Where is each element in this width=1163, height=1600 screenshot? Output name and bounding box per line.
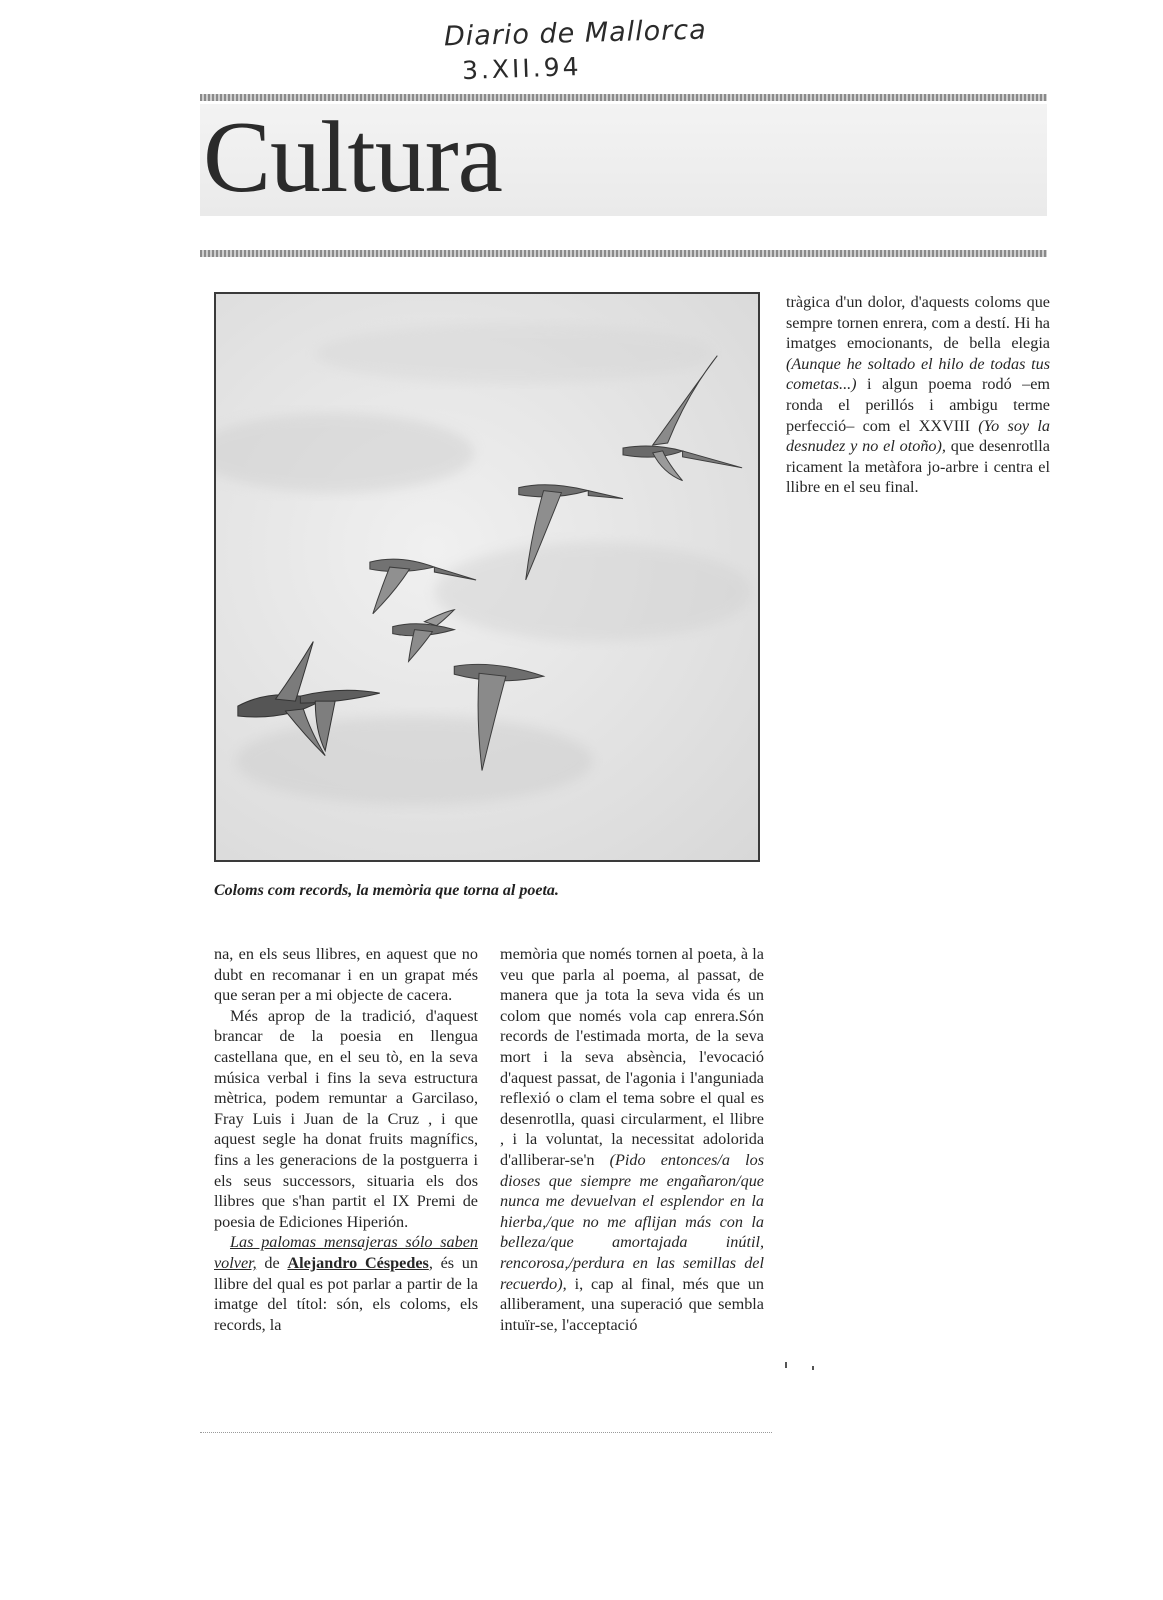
scan-speck <box>785 1362 787 1368</box>
col1-de: de <box>256 1253 288 1272</box>
col2-text-1: memòria que només tornen al poeta, à la veu que parla al poema, al passat, de manera que ja tota la seva vida és un colom que només vola cap enrera.Són records de l'estimada morta, de la seva mort i la seva absència, l'evocació d'aquest passat, de l'agonia i l'anguniada reflexió o clam el tema sobre el qual es desenrotlla, quasi circularment, el llibre , i la voluntat, la necessitat adolorida d'alliberar-se'n <box>500 945 764 1169</box>
article-column-right <box>786 292 1050 498</box>
header-rule-top <box>200 94 1047 101</box>
right-col-quote-1: (Aunque he soltado el hilo de todas tus cometas...) <box>786 354 1050 394</box>
col1-paragraph-2: Més aprop de la tradició, d'aquest brancar de la poesia en llengua castellana que, en el seu tò, en la seva música verbal i fins la seva estructura mètrica, podem remuntar a Garcilaso, Fray Luis i Juan de la Cruz , i que aquest segle ha donat fruits magnífics, fins a les generacions de la postguerra i els seus successors, situaria els dos llibres que s'han partit el IX Premi de poesia de Ediciones Hiperión. <box>214 1006 478 1231</box>
col1-paragraph-3 <box>214 1232 478 1335</box>
col1-paragraph-3-rest: , és un llibre del qual es pot parlar a partir de la imatge del títol: són, els coloms, els records, la <box>214 1253 478 1334</box>
right-col-text-2: i algun poema rodó –em ronda el perillós i ambigu terme perfecció– com el XXVIII <box>786 375 1050 435</box>
handwritten-newspaper-name: Diario de Mallorca <box>443 14 708 53</box>
col2-text-2: i, cap al final, més que un alliberament, una superació que sembla intuïr-se, l'acceptació <box>500 1274 764 1334</box>
header-rule-bottom <box>200 250 1047 257</box>
bird-4 <box>393 610 455 662</box>
book-title: Las palomas mensajeras sólo saben volver, <box>214 1233 478 1272</box>
col1-paragraph-1: na, en els seus llibres, en aquest que no dubt en recomanar i en un grapat més que seran per a mi objecte de cacera. <box>214 945 478 1005</box>
author-name: Alejandro Céspedes <box>287 1253 429 1272</box>
article-column-1 <box>214 944 478 1335</box>
scan-speck <box>812 1366 814 1370</box>
article-photo <box>214 292 760 862</box>
birds-in-flight-illustration <box>216 294 758 860</box>
right-col-quote-2: (Yo soy la desnudez y no el otoño), <box>786 416 1050 456</box>
photo-caption: Coloms com records, la memòria que torna al poeta. <box>214 882 559 899</box>
section-title: Cultura <box>203 101 502 214</box>
col2-quote: (Pido entonces/a los dioses que siempre me engañaron/que nunca me devuelvan el esplendor en la hierba,/que no me aflijan más con la belleza/que amortajada inútil, rencorosa,/perdura en las semillas del recuerdo), <box>500 1150 764 1293</box>
right-col-text-1: tràgica d'un dolor, d'aquests coloms que sempre tornen enrera, com a destí. Hi ha imatges emocionants, de bella elegia <box>786 293 1050 353</box>
page-bottom-rule <box>200 1432 772 1434</box>
article-column-2 <box>500 944 764 1335</box>
handwritten-date: 3.XII.94 <box>461 51 582 86</box>
right-col-text-3: que desenrotlla ricament la metàfora jo-arbre i centra el llibre en el seu final. <box>786 437 1050 497</box>
